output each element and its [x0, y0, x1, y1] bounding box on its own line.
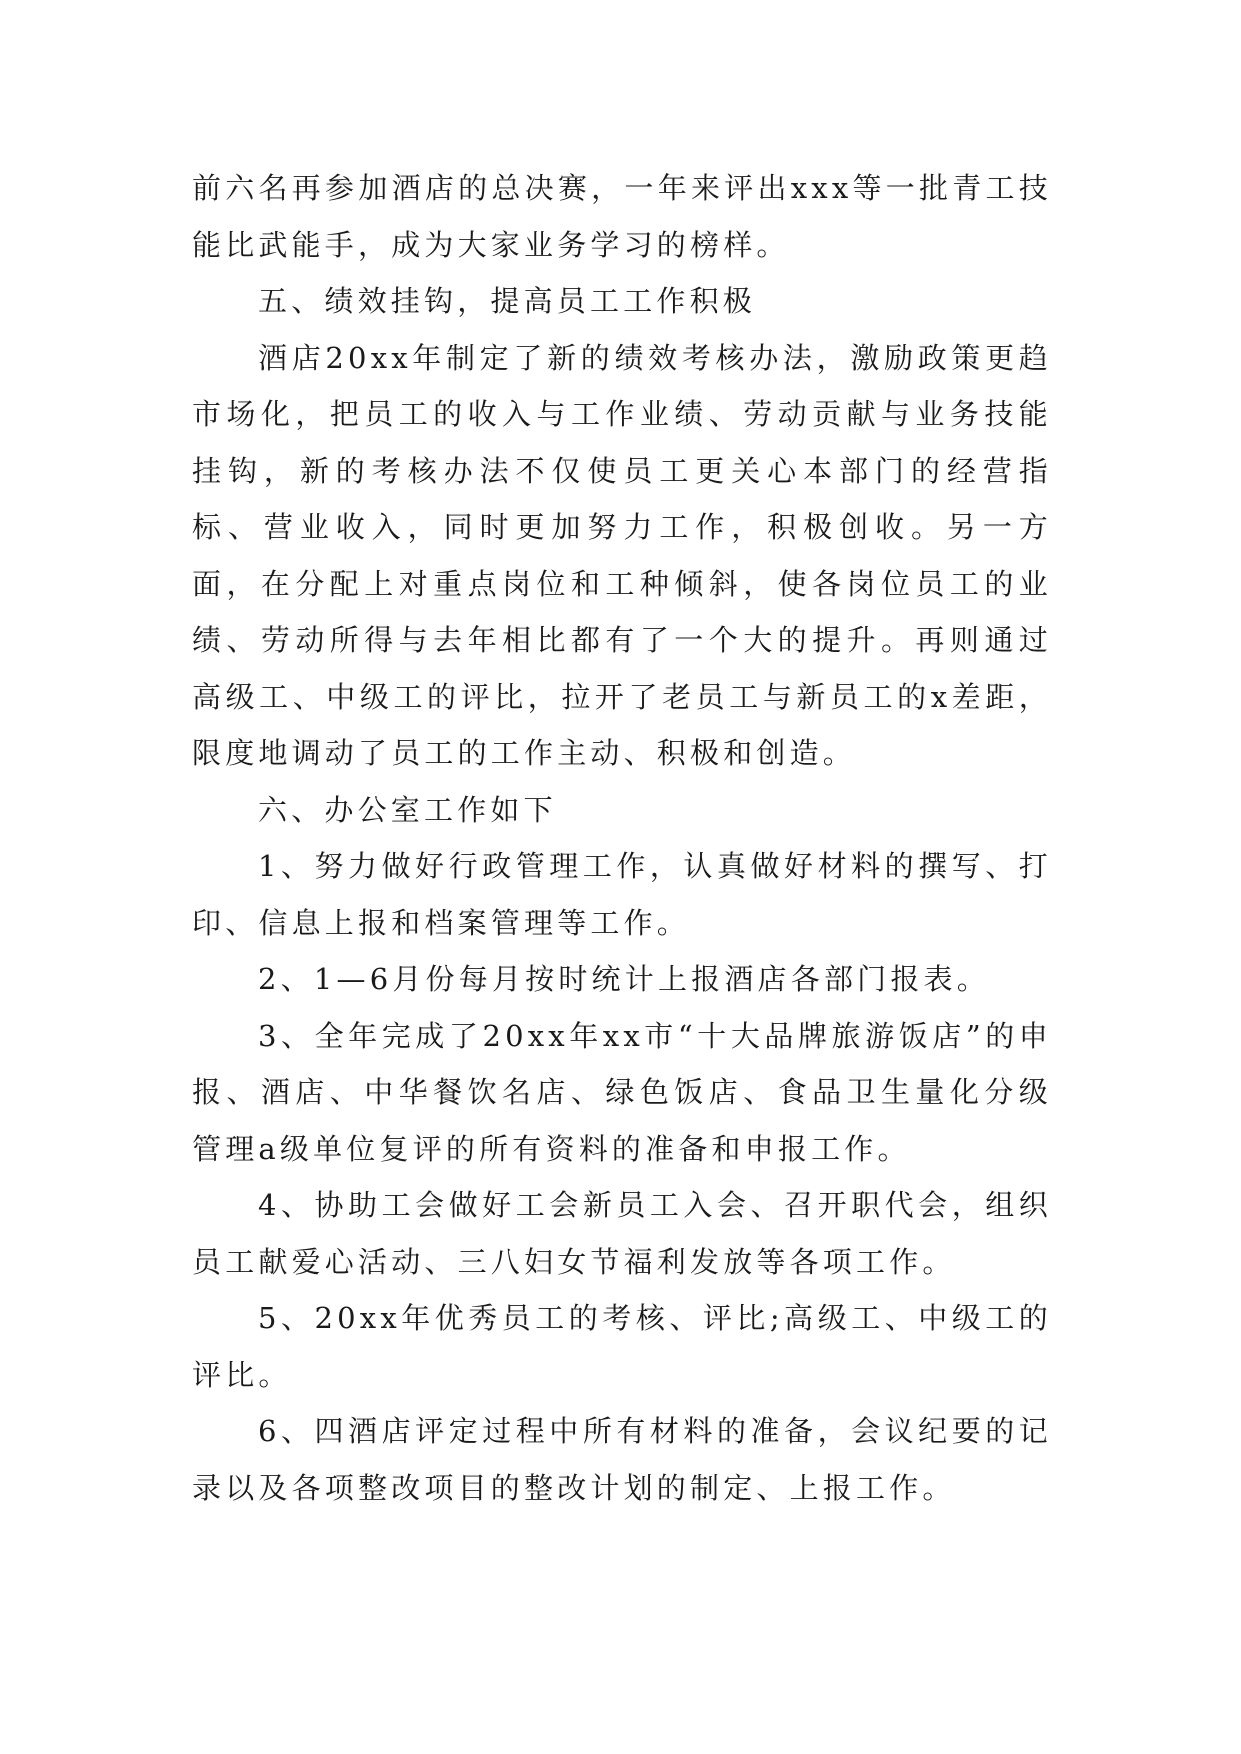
list-item-1: 1、努力做好行政管理工作，认真做好材料的撰写、打印、信息上报和档案管理等工作。 [192, 849, 1052, 940]
list-item-4: 4、协助工会做好工会新员工入会、召开职代会，组织员工献爱心活动、三八妇女节福利发放等各项工作。 [192, 1188, 1052, 1279]
paragraph-1: 前六名再参加酒店的总决赛，一年来评出xxx等一批青工技能比武能手，成为大家业务学习的榜样。 [192, 171, 1052, 262]
list-item-6: 6、四酒店评定过程中所有材料的准备，会议纪要的记录以及各项整改项目的整改计划的制定、上报工作。 [192, 1414, 1052, 1505]
section-heading-5: 五、绩效挂钩，提高员工工作积极 [258, 284, 757, 318]
document-body [192, 160, 1052, 1516]
paragraph-performance: 酒店20xx年制定了新的绩效考核办法，激励政策更趋市场化，把员工的收入与工作业绩、劳动贡献与业务技能挂钩，新的考核办法不仅使员工更关心本部门的经营指标、营业收入，同时更加努力工作，积极创收。另一方面，在分配上对重点岗位和工种倾斜，使各岗位员工的业绩、劳动所得与去年相比都有了一个大的提升。再则通过高级工、中级工的评比，拉开了老员工与新员工的x差距，限度地调动了员工的工作主动、积极和创造。 [192, 340, 1052, 770]
section-heading-6: 六、办公室工作如下 [258, 792, 557, 827]
list-item-5: 5、20xx年优秀员工的考核、评比;高级工、中级工的评比。 [192, 1301, 1052, 1392]
list-item-3: 3、全年完成了20xx年xx市“十大品牌旅游饭店”的申报、酒店、中华餐饮名店、绿色饭店、食品卫生量化分级管理a级单位复评的所有资料的准备和申报工作。 [192, 1018, 1052, 1166]
list-item-2: 2、1—6月份每月按时统计上报酒店各部门报表。 [258, 962, 990, 996]
